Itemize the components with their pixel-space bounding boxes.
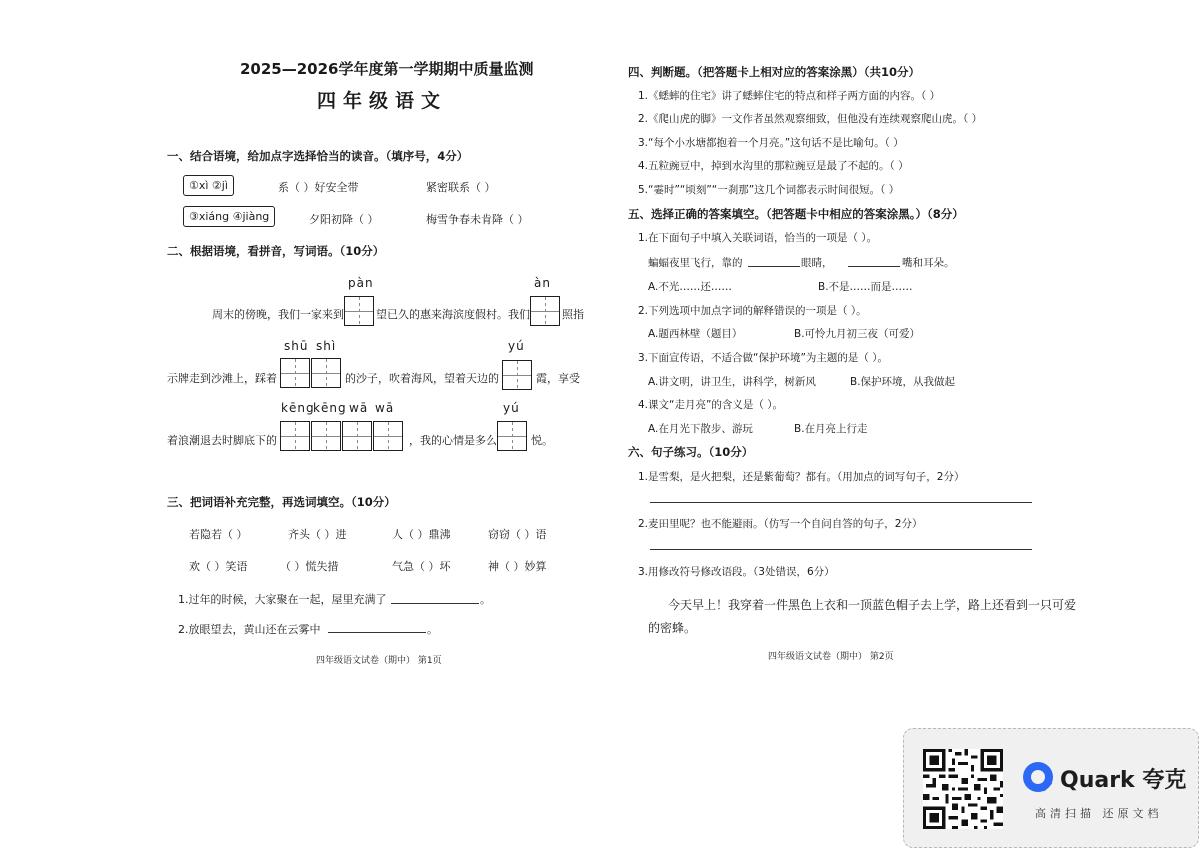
s2-line-3a: 着浪潮退去时脚底下的 [167, 434, 277, 447]
sentence-q3: 3.用修改符号修改语段。（3处错误，6分） [638, 566, 835, 578]
s2-line-1b: 望已久的惠来海滨度假村。我们 [376, 308, 530, 321]
s3-question-2: 2.放眼望去，黄山还在云雾中 [178, 623, 321, 636]
choice-q1-sentence-a: 蝙蝠夜里飞行，靠的 [648, 257, 743, 269]
tianzi-box[interactable] [342, 421, 372, 451]
choice-q1-sentence-c: 嘴和耳朵。 [902, 257, 955, 269]
tianzi-box[interactable] [311, 421, 341, 451]
choice-q1-option-a: A.不光……还…… [648, 281, 732, 293]
judge-item-5: 5.“霎时”“顷刻”“一刹那”这几个词都表示时间很短。（ ） [638, 184, 900, 196]
choice-q2-option-a: A.题西林壁（题目） [648, 328, 743, 340]
quark-logo-icon [1023, 762, 1053, 792]
s3-question-1: 1.过年的时候，大家聚在一起，屋里充满了 [178, 593, 387, 606]
choice-q4: 4.课文“走月亮”的含义是（ ）。 [638, 399, 783, 411]
answer-line[interactable] [650, 549, 1032, 550]
quark-watermark [903, 728, 1199, 848]
period: 。 [427, 623, 438, 636]
idiom-6: （ ）慌失措 [280, 560, 339, 573]
answer-line[interactable] [650, 502, 1032, 503]
section-6-heading: 六、句子练习。（10分） [628, 445, 754, 459]
choice-q1: 1.在下面句子中填入关联词语，恰当的一项是（ ）。 [638, 232, 878, 244]
idiom-2: 齐头（ ）进 [288, 528, 347, 541]
answer-line[interactable] [848, 266, 900, 267]
answer-line[interactable] [391, 603, 479, 604]
pinyin-shi: shì [316, 339, 337, 353]
exam-subtitle: 四年级语文 [317, 90, 448, 112]
s1-item-2: 紧密联系（ ） [426, 181, 496, 194]
sentence-q2: 2.麦田里呢？也不能避雨。（仿写一个自问自答的句子，2分） [638, 518, 923, 530]
judge-item-2: 2.《爬山虎的脚》一文作者虽然观察细致，但他没有连续观察爬山虎。（ ） [638, 113, 983, 125]
paragraph-line-1: 今天早上！我穿着一件黑色上衣和一顶蓝色帽子去上学，路上还看到一只可爱 [668, 598, 1077, 612]
pinyin-yu-1: yú [508, 339, 525, 353]
period: 。 [480, 593, 491, 606]
quark-tagline: 高清扫描 还原文档 [1035, 807, 1163, 820]
s2-line-2c: 霞，享受 [536, 372, 580, 385]
idiom-1: 若隐若（ ） [189, 528, 248, 541]
s2-line-1a: 周末的傍晚，我们一家来到 [212, 308, 344, 321]
pinyin-option-box-2: ③xiáng ④jiàng [183, 206, 275, 227]
qr-code-icon [923, 749, 1003, 829]
s2-line-1c: 照指 [562, 308, 584, 321]
pinyin-option-box-1: ①xì ②jì [183, 175, 234, 196]
idiom-3: 人（ ）鼎沸 [392, 528, 451, 541]
pinyin-keng-1: kēng [281, 401, 315, 415]
answer-line[interactable] [328, 632, 426, 633]
tianzi-box[interactable] [530, 296, 560, 326]
section-3-heading: 三、把词语补充完整，再选词填空。（10分） [167, 495, 396, 509]
tianzi-box[interactable] [502, 360, 532, 390]
pinyin-wa-2: wā [375, 401, 395, 415]
choice-q2-option-b: B.可怜九月初三夜（可爱） [794, 328, 921, 340]
exam-title: 2025—2026学年度第一学期期中质量监测 [240, 60, 534, 78]
s1-item-4: 梅雪争春未肯降（ ） [426, 213, 529, 226]
pinyin-keng-2: kēng [313, 401, 347, 415]
choice-q1-option-b: B.不是……而是…… [818, 281, 913, 293]
idiom-7: 气急（ ）坏 [392, 560, 451, 573]
tianzi-box[interactable] [497, 421, 527, 451]
tianzi-box[interactable] [311, 358, 341, 388]
choice-q1-sentence-b: 眼睛， [801, 257, 833, 269]
tianzi-box[interactable] [280, 358, 310, 388]
choice-q2: 2.下列选项中加点字词的解释错误的一项是（ ）。 [638, 305, 867, 317]
paragraph-line-2: 的密蜂。 [648, 621, 697, 635]
section-5-heading: 五、选择正确的答案填空。（把答题卡中相应的答案涂黑。）（8分） [628, 207, 964, 221]
section-4-heading: 四、判断题。（把答题卡上相对应的答案涂黑）（共10分） [628, 65, 921, 79]
judge-item-4: 4.五粒豌豆中，掉到水沟里的那粒豌豆是最了不起的。（ ） [638, 160, 909, 172]
s2-line-3b: ，我的心情是多么 [409, 434, 497, 447]
page-footer-1: 四年级语文试卷（期中） 第1页 [316, 656, 442, 666]
choice-q4-option-a: A.在月光下散步、游玩 [648, 423, 753, 435]
choice-q3: 3.下面宣传语，不适合做“保护环境”为主题的是（ ）。 [638, 352, 888, 364]
section-1-heading: 一、结合语境，给加点字选择恰当的读音。（填序号，4分） [167, 149, 469, 163]
choice-q3-option-a: A.讲文明，讲卫生，讲科学，树新风 [648, 376, 816, 388]
judge-item-3: 3.“每个小水塘都抱着一个月亮。”这句话不是比喻句。（ ） [638, 137, 904, 149]
choice-q3-option-b: B.保护环境，从我做起 [850, 376, 956, 388]
tianzi-box[interactable] [373, 421, 403, 451]
idiom-8: 神（ ）妙算 [488, 560, 547, 573]
s1-item-3: 夕阳初降（ ） [309, 213, 379, 226]
idiom-5: 欢（ ）笑语 [189, 560, 248, 573]
s2-line-3c: 悦。 [531, 434, 553, 447]
pinyin-pan: pàn [348, 276, 374, 290]
s2-line-2a: 示牌走到沙滩上，踩着 [167, 372, 277, 385]
pinyin-an: àn [534, 276, 551, 290]
tianzi-box[interactable] [280, 421, 310, 451]
pinyin-yu-2: yú [503, 401, 520, 415]
choice-q4-option-b: B.在月亮上行走 [794, 423, 868, 435]
s2-line-2b: 的沙子，吹着海风，望着天边的 [345, 372, 499, 385]
pinyin-shu: shū [284, 339, 309, 353]
quark-brand-name: Quark 夸克 [1060, 768, 1187, 793]
idiom-4: 窃窃（ ）语 [488, 528, 547, 541]
tianzi-box[interactable] [344, 296, 374, 326]
page-footer-2: 四年级语文试卷（期中） 第2页 [768, 652, 894, 662]
pinyin-wa-1: wā [349, 401, 369, 415]
s1-item-1: 系（ ）好安全带 [278, 181, 359, 194]
sentence-q1: 1.是雪梨，是火把梨，还是紫葡萄？都有。（用加点的词写句子，2分） [638, 471, 965, 483]
judge-item-1: 1.《蟋蟀的住宅》讲了蟋蟀住宅的特点和样子两方面的内容。（ ） [638, 90, 941, 102]
section-2-heading: 二、根据语境，看拼音，写词语。（10分） [167, 244, 385, 258]
answer-line[interactable] [748, 266, 800, 267]
